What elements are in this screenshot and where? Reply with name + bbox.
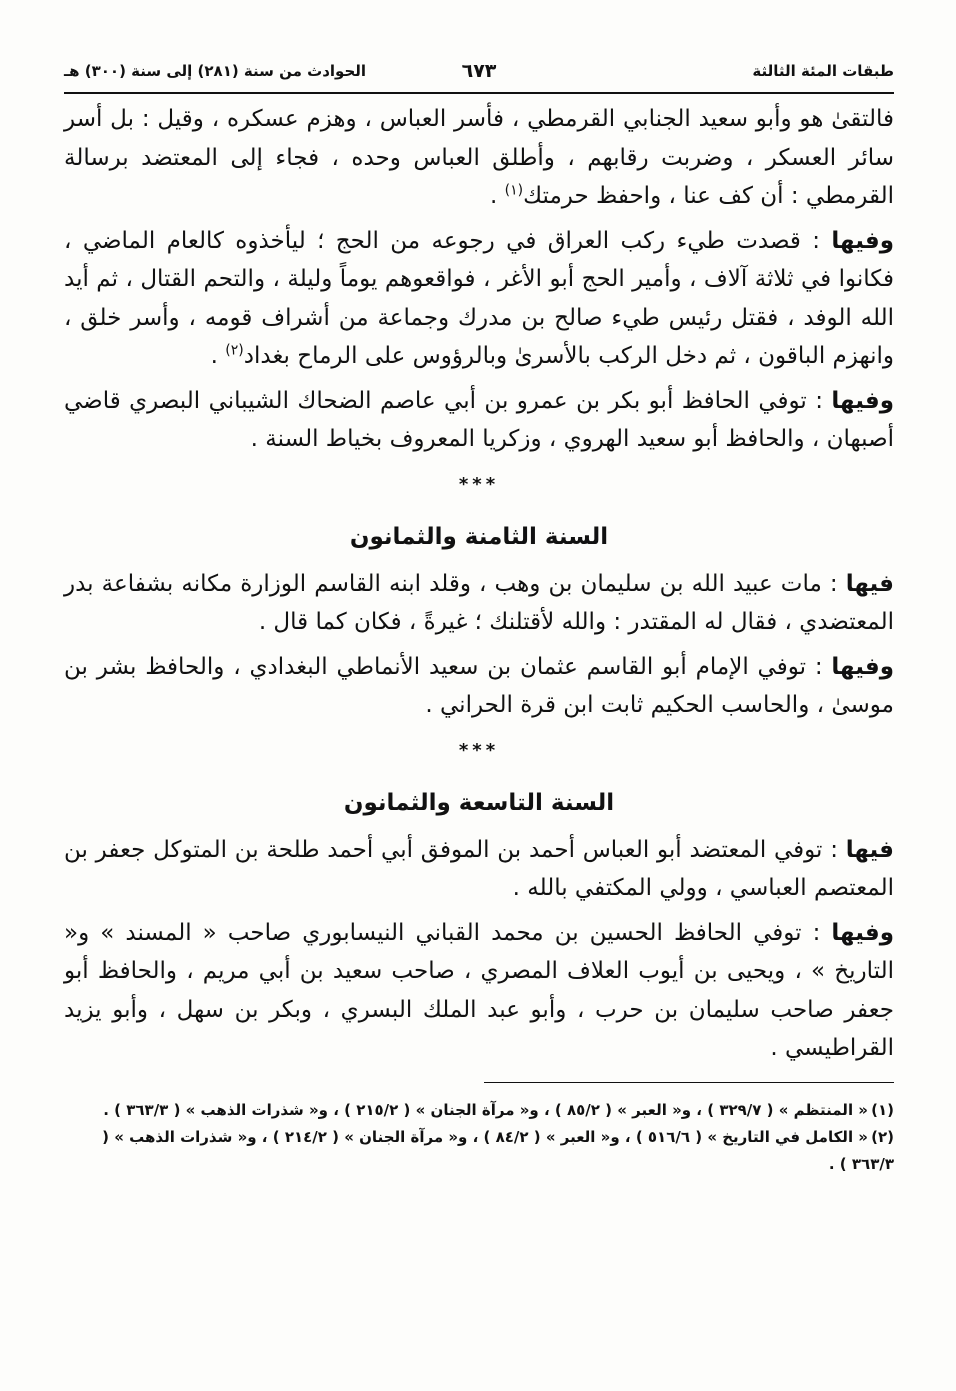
paragraph-lead: وفيها	[831, 227, 894, 254]
paragraph-tail: .	[490, 183, 505, 209]
footnote-1	[64, 1097, 894, 1124]
paragraph-3	[64, 382, 894, 459]
paragraph-text: : قصدت طيء ركب العراق في رجوعه من الحج ؛ ليأخذوه كالعام الماضي ، فكانوا في ثلاثة آلاف ، وأمير الحج أبو الأغر ، فواقعوهم يوماً وليلة ، والتحم القتال ، ثم أيد الله الوفد ، فقتل رئيس طيء صالح بن مدرك وجماعة من أشراف قومه ، وأسر خلق ، وانهزم الباقون ، ثم دخل الركب بالأسرىٰ وبالرؤوس على الرماح بغداد	[64, 227, 894, 369]
paragraph-text: : توفي الحافظ أبو بكر بن عمرو بن أبي عاصم الضحاك الشيباني البصري قاضي أصبهان ، والحافظ أبو سعيد الهروي ، وزكريا المعروف بخياط السنة .	[64, 387, 894, 452]
paragraph-lead: فيها	[845, 836, 894, 863]
paragraph-2	[64, 222, 894, 376]
footnotes	[64, 1097, 894, 1178]
footnote-number: (١)	[871, 1100, 894, 1119]
section-separator: ***	[458, 473, 500, 495]
paragraph-288-1	[64, 565, 894, 642]
paragraph-289-1	[64, 831, 894, 908]
paragraph-text: فالتقىٰ هو وأبو سعيد الجنابي القرمطي ، فأسر العباس ، وهزم عسكره ، وقيل : بل أسر سائر العسكر ، وضربت رقابهم ، وأطلق العباس وحده ، فجاء إلى المعتضد برسالة القرمطي : أن كف عنا ، واحفظ حرمتك	[64, 106, 894, 209]
footnote-ref-2[interactable]: (٢)	[225, 342, 244, 359]
section-heading-288: السنة الثامنة والثمانون	[349, 523, 609, 550]
paragraph-text: : توفي الإمام أبو القاسم عثمان بن سعيد الأنماطي البغدادي ، والحافظ بشر بن موسىٰ ، والحاسب الحكيم ثابت ابن قرة الحراني .	[64, 653, 894, 718]
paragraph-tail: .	[210, 343, 226, 369]
paragraph-lead: وفيها	[831, 919, 894, 946]
paragraph-lead: وفيها	[831, 387, 894, 414]
paragraph-lead: وفيها	[831, 653, 894, 680]
paragraph-288-2	[64, 648, 894, 725]
section-heading-289: السنة التاسعة والثمانون	[343, 789, 615, 816]
paragraph-text: : مات عبيد الله بن سليمان بن وهب ، وقلد ابنه القاسم الوزارة مكانه بشفاعة بدر المعتضدي ، فقال له المقتدر : والله لأقتلنك ؛ غيرةً ، فكان كما قال .	[64, 570, 894, 635]
book-page	[64, 58, 894, 1358]
footnote-divider	[484, 1082, 894, 1083]
footnote-ref-1[interactable]: (١)	[504, 182, 524, 199]
paragraph-text: : توفي المعتضد أبو العباس أحمد بن الموفق أبي أحمد طلحة بن المتوكل جعفر بن المعتصم العباسي ، وولي المكتفي بالله .	[64, 836, 894, 901]
paragraph-1	[64, 100, 894, 216]
paragraph-lead: فيها	[845, 570, 894, 597]
section-range: الحوادث من سنة (٢٨١) إلى سنة (٣٠٠) هـ	[64, 62, 367, 80]
paragraph-289-2	[64, 914, 894, 1068]
running-head	[64, 58, 894, 94]
section-separator: ***	[458, 739, 500, 761]
book-title: طبقات المئة الثالثة	[752, 62, 894, 80]
paragraph-text: : توفي الحافظ الحسين بن محمد القباني النيسابوري صاحب « المسند » و« التاريخ » ، ويحيى بن أيوب العلاف المصري ، صاحب سعيد بن أبي مريم ، والحافظ أبو جعفر صاحب سليمان بن حرب ، وأبو عبد الملك البسري ، وبكر بن سهل ، وأبو يزيد القراطيسي .	[64, 919, 894, 1061]
footnote-text: « المنتظم » ( ٣٢٩/٧ ) ، و« العبر » ( ٨٥/٢ ) ، و« مرآة الجنان » ( ٢١٥/٢ ) ، و« شذرات الذهب » ( ٣٦٣/٣ ) .	[103, 1100, 868, 1119]
footnote-text: « الكامل في التاريخ » ( ٥١٦/٦ ) ، و« العبر » ( ٨٤/٢ ) ، و« مرآة الجنان » ( ٢١٤/٢ ) ، و« شذرات الذهب » ( ٣٦٣/٣ ) .	[102, 1127, 894, 1173]
footnote-2	[64, 1124, 894, 1178]
footnote-number: (٢)	[871, 1127, 894, 1146]
page-number: ٦٧٣	[461, 60, 497, 82]
body-text	[64, 100, 894, 1068]
